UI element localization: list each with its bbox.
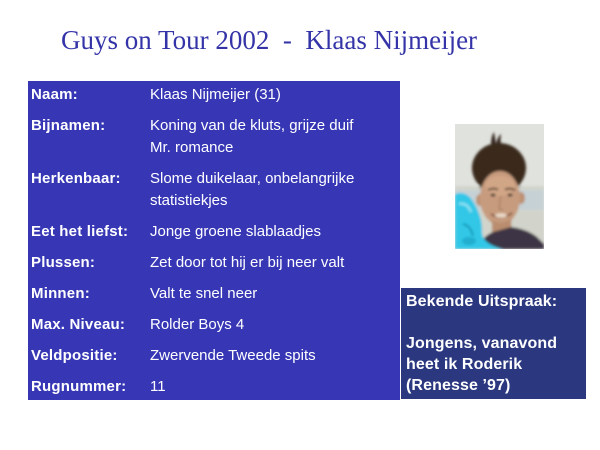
table-row — [31, 283, 400, 305]
value-line: Slome duikelaar, onbelangrijke — [150, 170, 355, 187]
value-line: 11 — [150, 378, 166, 395]
row-label: Max. Niveau: — [31, 316, 126, 333]
row-label: Naam: — [31, 86, 78, 103]
value-line: Zwervende Tweede spits — [150, 347, 316, 364]
table-row — [31, 84, 400, 106]
quote-heading: Bekende Uitspraak: — [406, 293, 558, 310]
row-value — [150, 84, 400, 106]
value-line: Klaas Nijmeijer (31) — [150, 86, 281, 103]
row-label: Eet het liefst: — [31, 223, 129, 240]
value-line: Koning van de kluts, grijze duif — [150, 117, 354, 134]
quote-line: Jongens, vanavond — [406, 335, 558, 352]
table-row — [31, 221, 400, 243]
row-value — [150, 221, 400, 243]
row-value — [150, 168, 400, 212]
row-value — [150, 115, 400, 159]
row-label: Herkenbaar: — [31, 170, 121, 187]
portrait-photo-image — [455, 124, 544, 249]
row-label: Rugnummer: — [31, 378, 127, 395]
portrait-photo — [455, 124, 544, 249]
quote-line: heet ik Roderik — [406, 356, 523, 373]
table-row — [31, 314, 400, 336]
row-value — [150, 252, 400, 274]
row-label: Minnen: — [31, 285, 90, 302]
value-line: Jonge groene slablaadjes — [150, 223, 321, 240]
value-line: statistiekjes — [150, 192, 228, 209]
slide-title: Guys on Tour 2002 - Klaas Nijmeijer — [61, 25, 478, 55]
quote-line: (Renesse ’97) — [406, 377, 511, 394]
row-label: Veldpositie: — [31, 347, 118, 364]
table-row — [31, 345, 400, 367]
row-value — [150, 345, 400, 367]
table-row — [31, 376, 400, 398]
row-label: Plussen: — [31, 254, 96, 271]
table-row — [31, 252, 400, 274]
row-value — [150, 283, 400, 305]
value-line: Rolder Boys 4 — [150, 316, 245, 333]
value-line: Valt te snel neer — [150, 285, 258, 302]
row-label: Bijnamen: — [31, 117, 106, 134]
value-line: Zet door tot hij er bij neer valt — [150, 254, 345, 271]
row-value — [150, 314, 400, 336]
table-row — [31, 168, 400, 212]
quote-box — [401, 288, 586, 399]
profile-table — [28, 81, 400, 400]
value-line: Mr. romance — [150, 139, 234, 156]
row-value — [150, 376, 400, 398]
quote-spacer — [406, 312, 582, 333]
table-row — [31, 115, 400, 159]
